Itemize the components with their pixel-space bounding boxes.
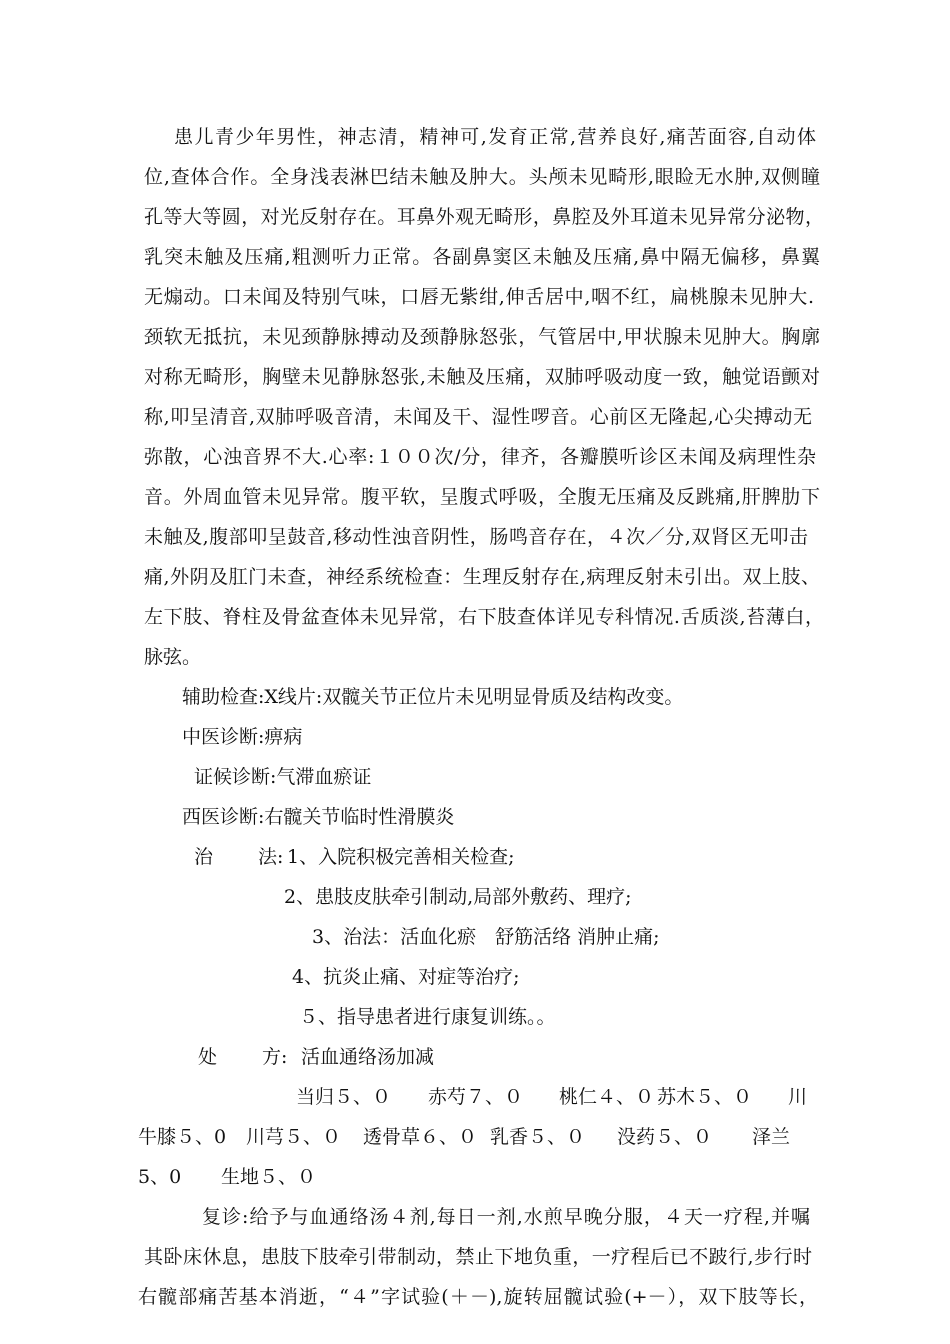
treatment-step-3: 3、治法：活血化瘀 舒筋活络 消肿止痛; [312, 926, 660, 948]
exam-line-2: 位,查体合作。全身浅表淋巴结未触及肿大。头颅未见畸形,眼睑无水肿,双侧瞳 [144, 166, 820, 188]
followup-line-3: 右髋部痛苦基本消逝，“４”字试验(＋－),旋转屈髋试验(+－），双下肢等长， [138, 1286, 818, 1308]
tcm-diagnosis: 中医诊断:痹病 [182, 726, 303, 748]
treatment-step-2: 2、患肢皮肤牵引制动,局部外敷药、理疗; [284, 886, 632, 908]
herb-item: 乳香５、０ [490, 1126, 586, 1148]
exam-line-11: 未触及,腹部叩呈鼓音,移动性浊音阴性，肠鸣音存在，４次／分,双肾区无叩击 [144, 526, 808, 548]
treatment-label-char2: 法: [258, 846, 284, 868]
herb-item: 川芎５、０ [246, 1126, 342, 1148]
herb-item: 苏木５、０ [657, 1086, 753, 1108]
prescription-label-char1: 处 [198, 1046, 218, 1068]
western-diagnosis: 西医诊断:右髋关节临时性滑膜炎 [182, 806, 455, 828]
exam-line-8: 称,叩呈清音,双肺呼吸音清，未闻及干、湿性啰音。心前区无隆起,心尖搏动无 [144, 406, 812, 428]
herb-item: 泽兰 [752, 1126, 791, 1148]
exam-line-5: 无煽动。口未闻及特别气味，口唇无紫绀,伸舌居中,咽不红，扁桃腺未见肿大. [144, 286, 814, 308]
exam-line-1: 患儿青少年男性，神志清，精神可,发育正常,营养良好,痛苦面容,自动体 [174, 126, 816, 148]
exam-line-3: 孔等大等圆，对光反射存在。耳鼻外观无畸形，鼻腔及外耳道未见异常分泌物， [144, 206, 824, 228]
exam-line-12: 痛,外阴及肛门未查，神经系统检查：生理反射存在,病理反射未引出。双上肢、 [144, 566, 820, 588]
exam-line-13: 左下肢、脊柱及骨盆查体未见异常，右下肢查体详见专科情况.舌质淡,苔薄白， [144, 606, 824, 628]
herb-item: 川 [788, 1086, 808, 1108]
exam-line-9: 弥散，心浊音界不大.心率:１００次/分，律齐，各瓣膜听诊区未闻及病理性杂 [144, 446, 816, 468]
herb-item: 当归５、０ [296, 1086, 392, 1108]
herb-item: 没药５、０ [617, 1126, 713, 1148]
prescription-label-char2: 方: [262, 1046, 288, 1068]
herb-item: 5、0 [138, 1166, 182, 1188]
exam-line-6: 颈软无抵抗，未见颈静脉搏动及颈静脉怒张，气管居中,甲状腺未见肿大。胸廓 [144, 326, 820, 348]
syndrome-diagnosis: 证候诊断:气滞血瘀证 [194, 766, 372, 788]
treatment-label-char1: 治 [194, 846, 214, 868]
aux-exam: 辅助检查:X线片:双髋关节正位片未见明显骨质及结构改变。 [182, 686, 684, 708]
followup-line-2: 其卧床休息，患肢下肢牵引带制动，禁止下地负重，一疗程后已不跛行,步行时 [144, 1246, 812, 1268]
exam-line-10: 音。外周血管未见异常。腹平软，呈腹式呼吸，全腹无压痛及反跳痛,肝脾肋下 [144, 486, 820, 508]
treatment-step-5: ５、指导患者进行康复训练。。 [299, 1006, 556, 1028]
exam-line-14: 脉弦。 [144, 646, 202, 668]
prescription-name: 活血通络汤加减 [301, 1046, 435, 1068]
herb-item: 牛膝５、0 [138, 1126, 227, 1148]
herb-item: 生地５、０ [221, 1166, 317, 1188]
herb-item: 赤芍７、０ [428, 1086, 524, 1108]
followup-line-1: 复诊:给予与血通络汤４剂,每日一剂,水煎早晚分服，４天一疗程,并嘱 [202, 1206, 810, 1228]
exam-line-7: 对称无畸形，胸壁未见静脉怒张,未触及压痛，双肺呼吸动度一致，触觉语颤对 [144, 366, 820, 388]
exam-line-4: 乳突未触及压痛,粗测听力正常。各副鼻窦区未触及压痛,鼻中隔无偏移，鼻翼 [144, 246, 820, 268]
herb-item: 桃仁４、０ [559, 1086, 655, 1108]
treatment-step-1: 1、入院积极完善相关检查; [287, 846, 515, 868]
herb-item: 透骨草６、０ [363, 1126, 478, 1148]
treatment-step-4: 4、抗炎止痛、对症等治疗; [292, 966, 520, 988]
